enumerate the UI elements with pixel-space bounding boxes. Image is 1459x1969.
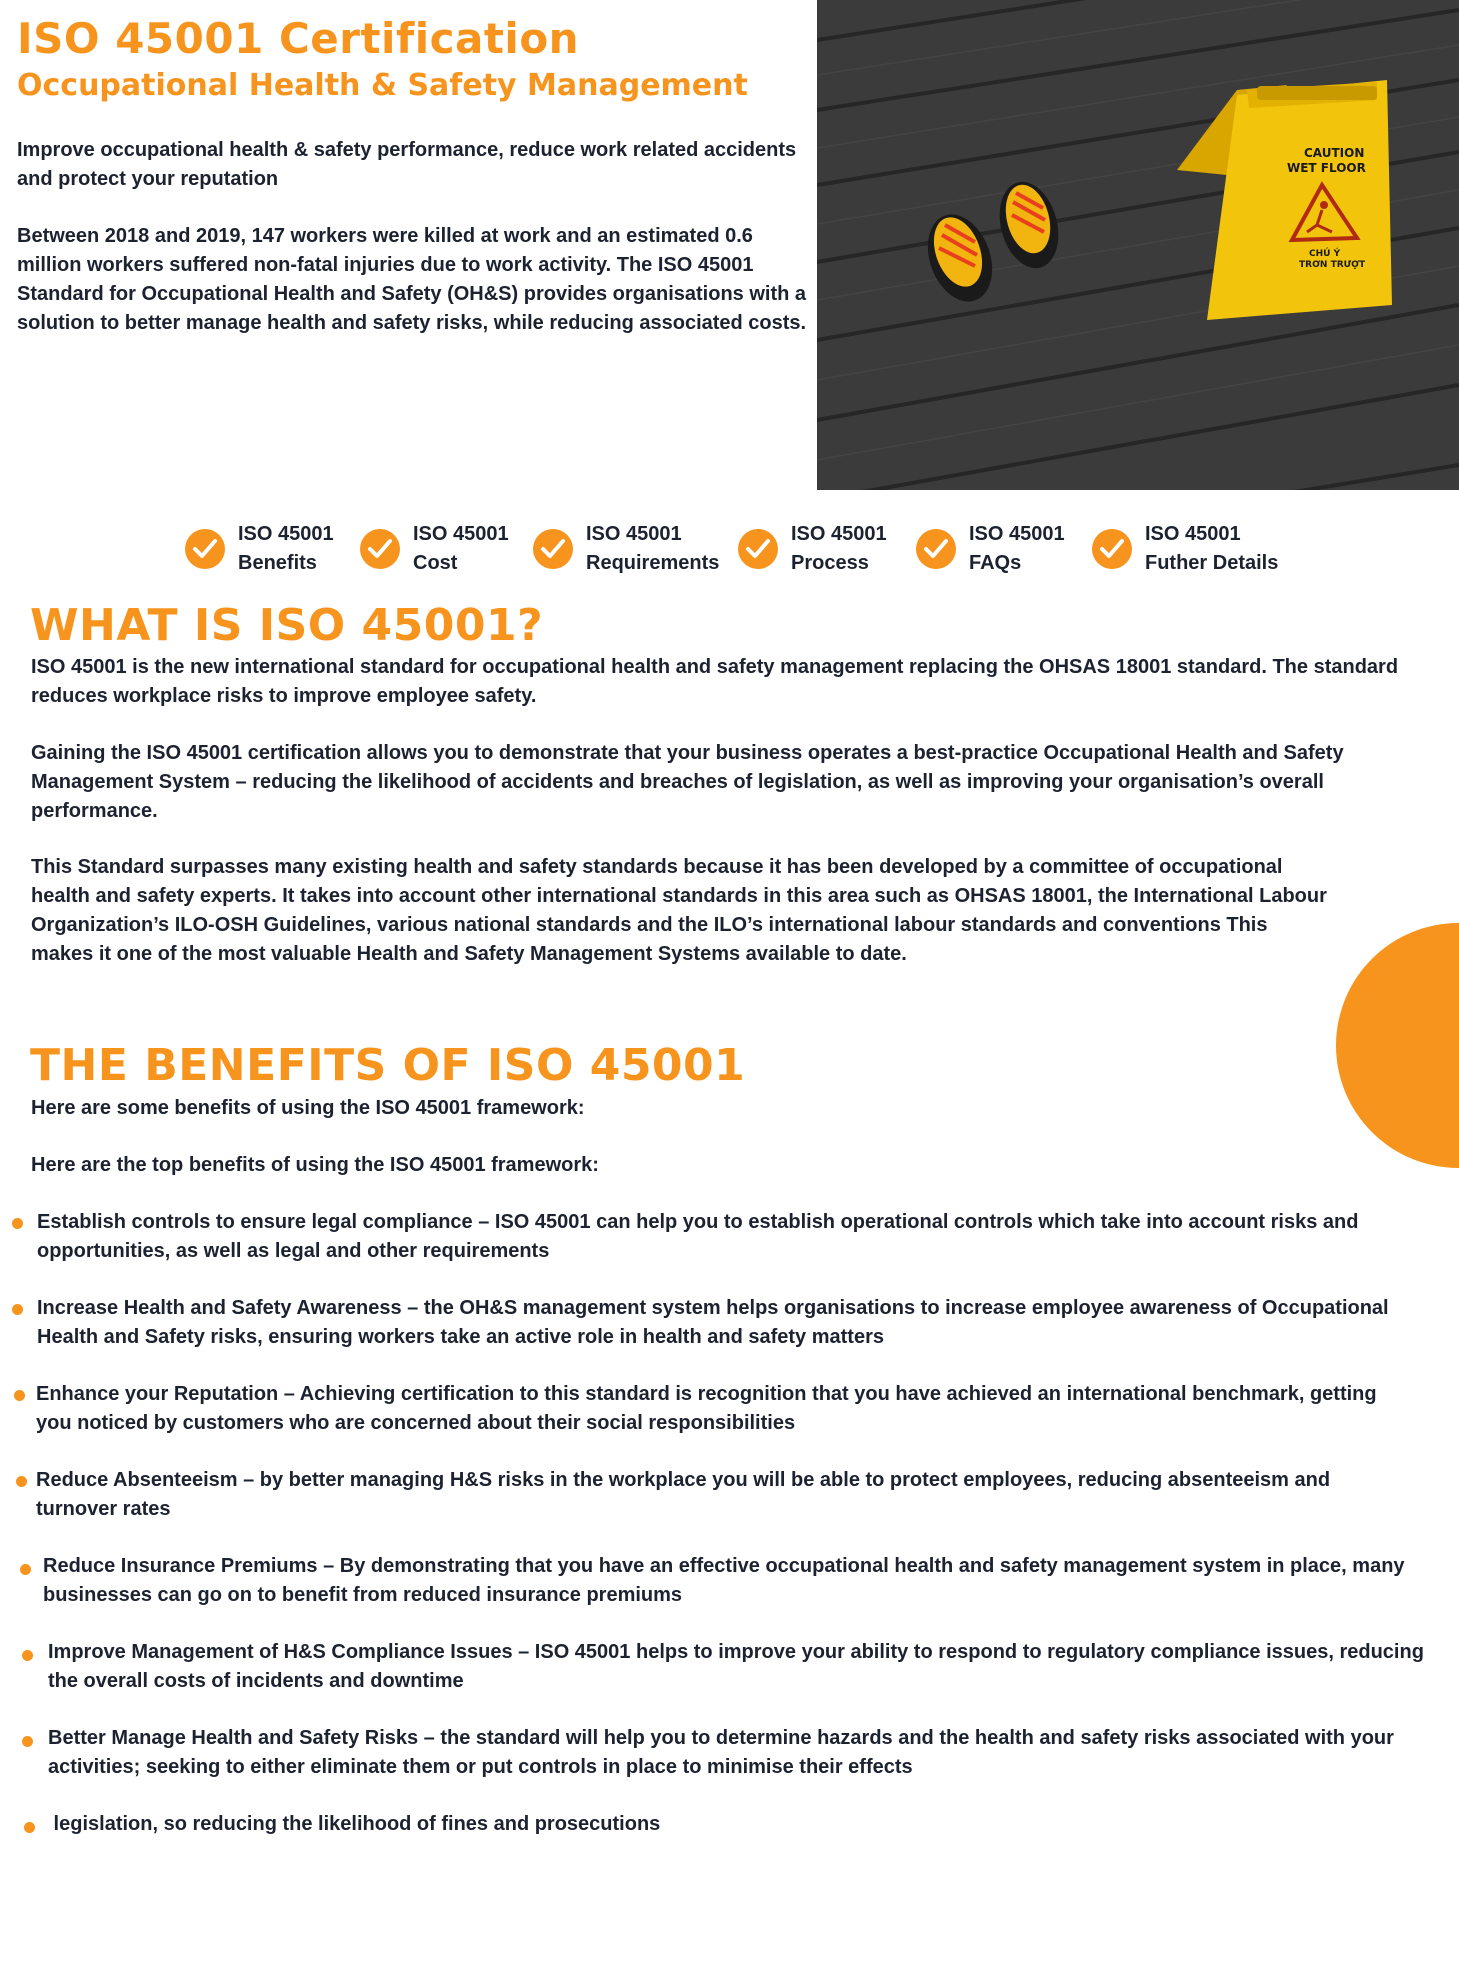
sign-text-tron-truot: TRƠN TRƯỢT (1299, 260, 1366, 270)
benefit-text: Enhance your Reputation – Achieving certification to this standard is recognition that you have achieved an international benchmark, getting you noticed by customers who are concerned about their social responsibilities (36, 1383, 1377, 1434)
page-title: ISO 45001 Certification (17, 14, 580, 63)
quick-link-label-2: Process (791, 552, 869, 574)
benefit-text: Reduce Absenteeism – by better managing H&S risks in the workplace you will be able to protect employees, reducing absenteeism and turnover rates (36, 1469, 1331, 1520)
quick-link-label-1: ISO 45001 (413, 523, 509, 545)
quick-link-cost[interactable] (360, 520, 509, 578)
bullet-icon (22, 1650, 33, 1661)
what-is-paragraph-3: This Standard surpasses many existing health and safety standards because it has been developed by a committee of occupational health and safety experts. It takes into account other international standards in this area such as OHSAS 18001, the International Labour Organization’s ILO-OSH Guidelines, various national standards and the ILO’s international labour standards and conventions This makes it one of the most valuable Health and Safety Management Systems available to date. (31, 856, 1327, 965)
benefit-text: Better Manage Health and Safety Risks – the standard will help you to determine hazards and the health and safety risks associated with your activities; seeking to either eliminate them or put controls in place to minimise their effects (48, 1727, 1394, 1778)
what-is-paragraph-1: ISO 45001 is the new international standard for occupational health and safety management replacing the OHSAS 18001 standard. The standard reduces workplace risks to improve employee safety. (31, 656, 1399, 707)
benefit-text: Increase Health and Safety Awareness – the OH&S management system helps organisations to increase employee awareness of Occupational Health and Safety risks, ensuring workers take an active role in health and safety matters (37, 1297, 1389, 1348)
quick-link-label-2: Benefits (238, 552, 317, 574)
sign-text-wet-floor: WET FLOOR (1287, 161, 1366, 175)
check-icon (738, 529, 778, 569)
what-is-paragraph-2: Gaining the ISO 45001 certification allows you to demonstrate that your business operates a best-practice Occupational Health and Safety Management System – reducing the likelihood of accidents and breaches of legislation, as well as improving your organisation’s overall performance. (31, 742, 1344, 822)
sign-text-chu-y: CHÚ Ý (1309, 249, 1341, 259)
quick-link-process[interactable] (738, 520, 887, 578)
quick-link-label-2: Requirements (586, 552, 720, 574)
quick-link-label-1: ISO 45001 (238, 523, 334, 545)
intro-tagline: Improve occupational health & safety performance, reduce work related accidents and protect your reputation (17, 139, 797, 190)
benefit-text: legislation, so reducing the likelihood of fines and prosecutions (48, 1813, 661, 1835)
quick-link-further-details[interactable] (1092, 520, 1278, 578)
check-icon (533, 529, 573, 569)
bullet-icon (12, 1218, 23, 1229)
quick-links-row (0, 520, 1459, 580)
check-icon (360, 529, 400, 569)
bullet-icon (20, 1564, 31, 1575)
page-subtitle: Occupational Health & Safety Management (17, 68, 748, 103)
benefits-intro-1: Here are some benefits of using the ISO 45001 framework: (31, 1097, 585, 1119)
quick-link-label-2: Futher Details (1145, 552, 1279, 574)
quick-link-requirements[interactable] (533, 520, 719, 578)
sign-text-caution: CAUTION (1304, 146, 1365, 160)
bullet-icon (22, 1736, 33, 1747)
quick-link-faqs[interactable] (916, 520, 1065, 578)
quick-link-label-1: ISO 45001 (791, 523, 887, 545)
bullet-icon (24, 1822, 35, 1833)
intro-statistics: Between 2018 and 2019, 147 workers were killed at work and an estimated 0.6 million workers suffered non-fatal injuries due to work activity. The ISO 45001 Standard for Occupational Health and Safety (OH&S) provides organisations with a solution to better manage health and safety risks, while reducing associated costs. (17, 225, 807, 334)
quick-link-label-1: ISO 45001 (586, 523, 682, 545)
hero-image (817, 0, 1459, 490)
quick-link-label-2: Cost (413, 552, 458, 574)
bullet-icon (12, 1304, 23, 1315)
what-is-heading: WHAT IS ISO 45001? (30, 600, 544, 651)
quick-link-label-1: ISO 45001 (1145, 523, 1241, 545)
benefit-text: Establish controls to ensure legal compliance – ISO 45001 can help you to establish operational controls which take into account risks and opportunities, as well as legal and other requirements (37, 1211, 1359, 1262)
decorative-orange-circle (1336, 923, 1459, 1168)
check-icon (916, 529, 956, 569)
benefit-text: Improve Management of H&S Compliance Issues – ISO 45001 helps to improve your ability to respond to regulatory compliance issues, reducing the overall costs of incidents and downtime (48, 1641, 1424, 1692)
quick-link-label-1: ISO 45001 (969, 523, 1065, 545)
bullet-icon (16, 1476, 27, 1487)
benefits-heading: THE BENEFITS OF ISO 45001 (30, 1040, 746, 1091)
check-icon (185, 529, 225, 569)
benefit-text: Reduce Insurance Premiums – By demonstrating that you have an effective occupational health and safety management system in place, many businesses can go on to benefit from reduced insurance premiums (43, 1555, 1405, 1606)
benefits-intro-2: Here are the top benefits of using the ISO 45001 framework: (31, 1154, 599, 1176)
check-icon (1092, 529, 1132, 569)
quick-link-label-2: FAQs (969, 552, 1022, 574)
quick-link-benefits[interactable] (185, 520, 334, 578)
bullet-icon (14, 1390, 25, 1401)
